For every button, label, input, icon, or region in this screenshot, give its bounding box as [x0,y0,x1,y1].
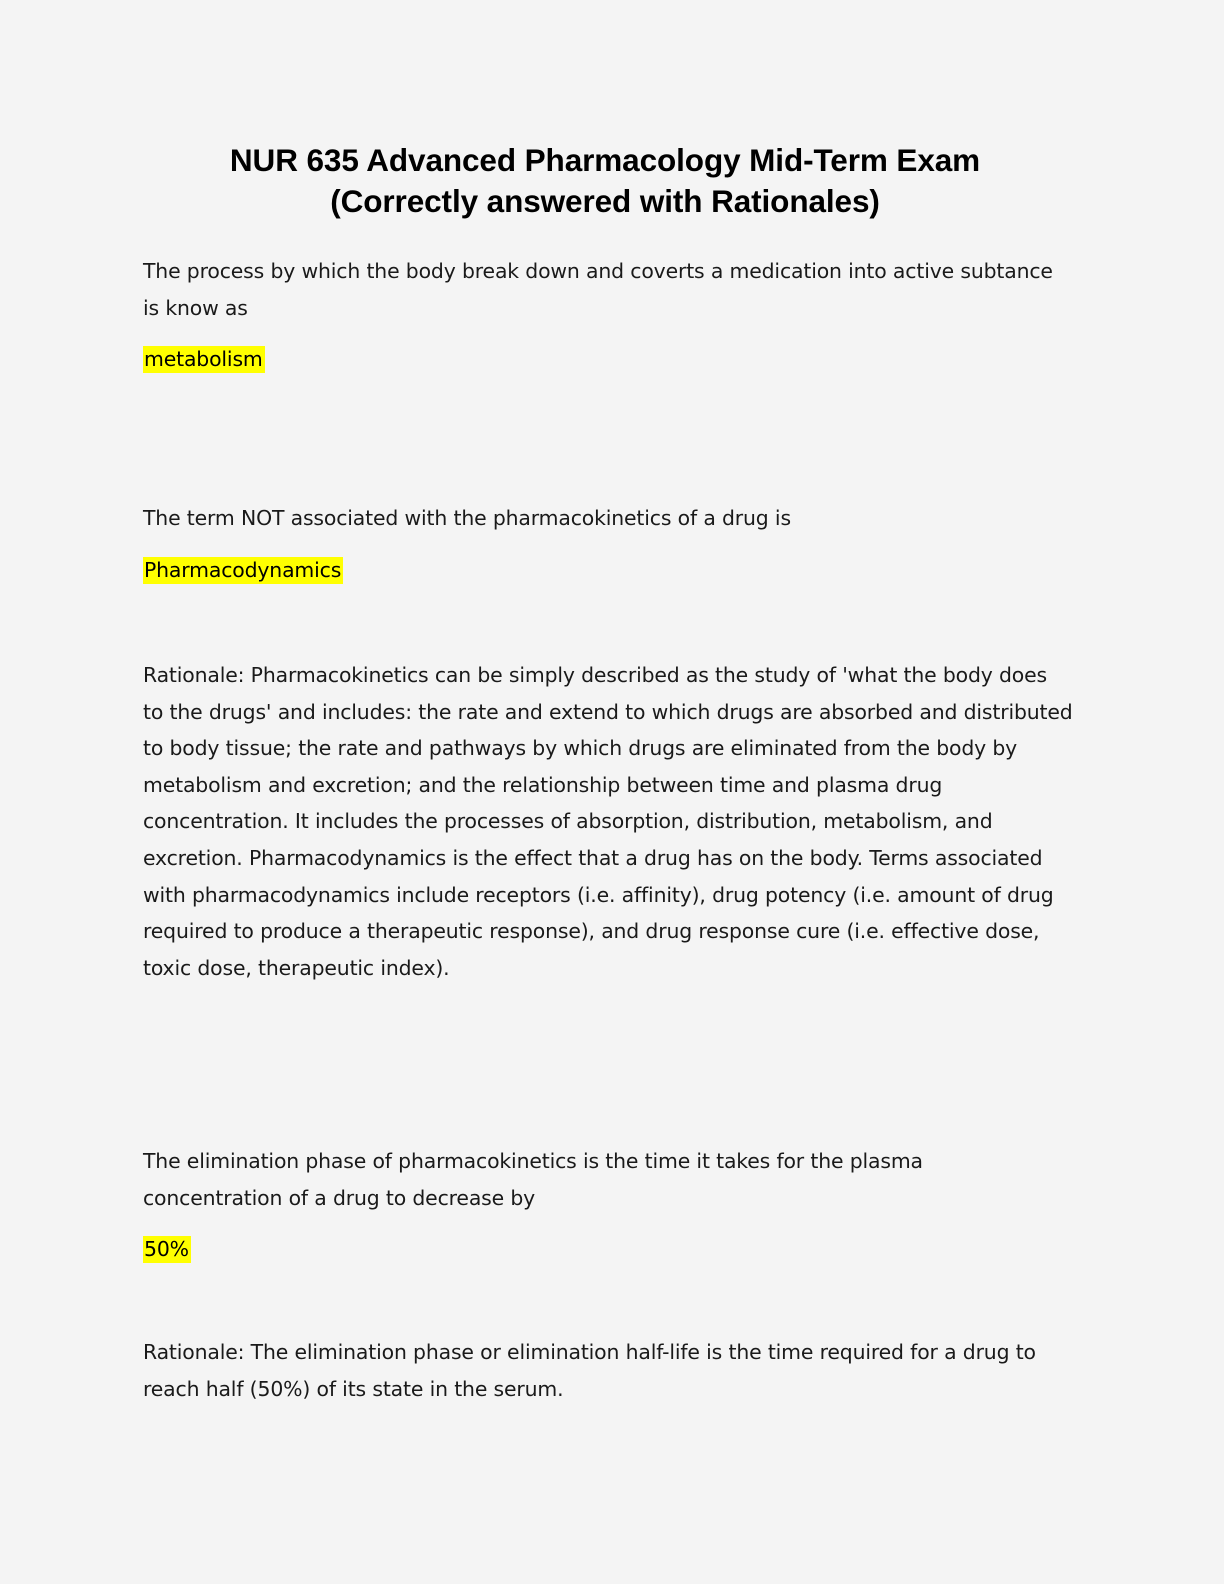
question-3-prompt [143,1143,1067,1216]
question-3-rationale-text: Rationale: The elimination phase or elimination half-life is the time required for a drug to reach half (50%) of its state in the serum. [143,1340,1036,1401]
document-title-line-2: (Correctly answered with Rationales) [330,183,880,219]
question-2-prompt-text: The term NOT associated with the pharmacokinetics of a drug is [143,506,791,530]
question-1-answer-highlight: metabolism [144,347,263,371]
question-1-prompt-text: The process by which the body break down and coverts a medication into active subtance is know as [143,259,1053,320]
question-2-prompt [143,500,1067,537]
question-3-prompt-text: The elimination phase of pharmacokinetics is the time it takes for the plasma concentration of a drug to decrease by [143,1149,923,1210]
question-2-answer-line [143,552,1067,589]
document-title-line-1: NUR 635 Advanced Pharmacology Mid-Term Exam [229,142,981,178]
question-3-answer-highlight: 50% [144,1237,189,1261]
question-1-answer-line [143,341,1067,378]
document-title [143,140,1067,222]
question-1-answer [143,341,1067,378]
question-2-rationale [143,657,1073,986]
question-1-prompt [143,253,1067,326]
question-3-rationale [143,1334,1079,1407]
question-2-answer [143,552,1067,589]
question-2-answer-highlight: Pharmacodynamics [144,558,342,582]
question-3-answer [143,1231,1067,1268]
question-2-rationale-text: Rationale: Pharmacokinetics can be simply described as the study of 'what the body does to the drugs' and includes: the rate and extend to which drugs are absorbed and distributed to body tissue; the rate and pathways by which drugs are eliminated from the body by metabolism and excretion; and the relationship between time and plasma drug concentration. It includes the processes of absorption, distribution, metabolism, and excretion. Pharmacodynamics is the effect that a drug has on the body. Terms associated with pharmacodynamics include receptors (i.e. affinity), drug potency (i.e. amount of drug required to produce a therapeutic response), and drug response cure (i.e. effective dose, toxic dose, therapeutic index). [143,663,1073,980]
question-3-answer-line [143,1231,1067,1268]
